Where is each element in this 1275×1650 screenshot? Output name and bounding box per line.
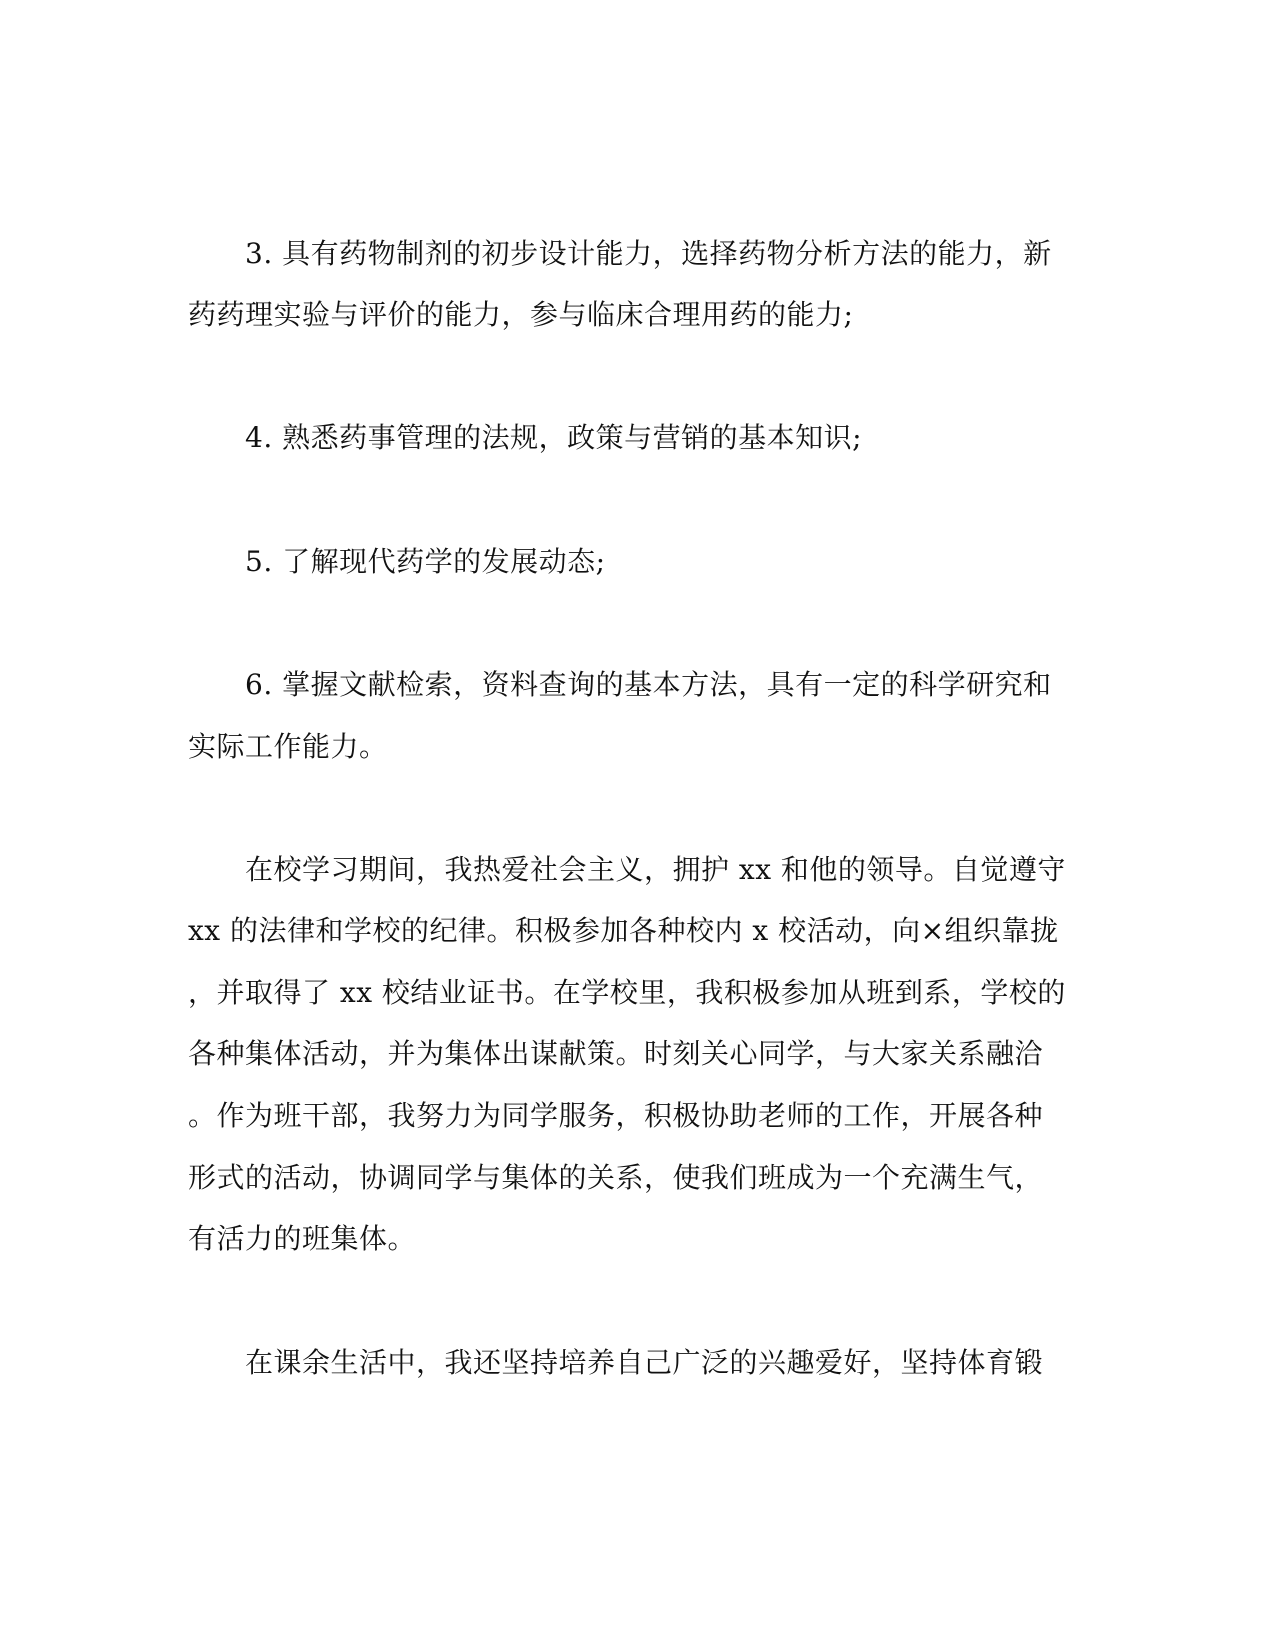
after-class-line-1: 在课余生活中，我还坚持培养自己广泛的兴趣爱好，坚持体育锻 [245, 1346, 1044, 1379]
school-life-line-3: ，并取得了 xx 校结业证书。在学校里，我积极参加从班到系，学校的 [188, 976, 1066, 1009]
school-life-line-4: 各种集体活动，并为集体出谋献策。时刻关心同学，与大家关系融洽 [188, 1037, 1044, 1070]
item-3-line-2: 药药理实验与评价的能力，参与临床合理用药的能力; [188, 298, 854, 331]
school-life-line-2: xx 的法律和学校的纪律。积极参加各种校内 x 校活动，向×组织靠拢 [188, 914, 1059, 947]
school-life-line-5: 。作为班干部，我努力为同学服务，积极协助老师的工作，开展各种 [188, 1099, 1044, 1132]
item-5-line-1: 5. 了解现代药学的发展动态; [245, 545, 606, 578]
item-4-line-1: 4. 熟悉药事管理的法规，政策与营销的基本知识; [245, 421, 863, 454]
school-life-line-1: 在校学习期间，我热爱社会主义，拥护 xx 和他的领导。自觉遵守 [245, 853, 1066, 886]
school-life-line-7: 有活力的班集体。 [188, 1222, 417, 1255]
item-6-line-1: 6. 掌握文献检索，资料查询的基本方法，具有一定的科学研究和 [245, 668, 1052, 701]
item-3-line-1: 3. 具有药物制剂的初步设计能力，选择药物分析方法的能力，新 [245, 237, 1052, 270]
item-6-line-2: 实际工作能力。 [188, 730, 388, 763]
school-life-line-6: 形式的活动，协调同学与集体的关系，使我们班成为一个充满生气， [188, 1161, 1044, 1194]
